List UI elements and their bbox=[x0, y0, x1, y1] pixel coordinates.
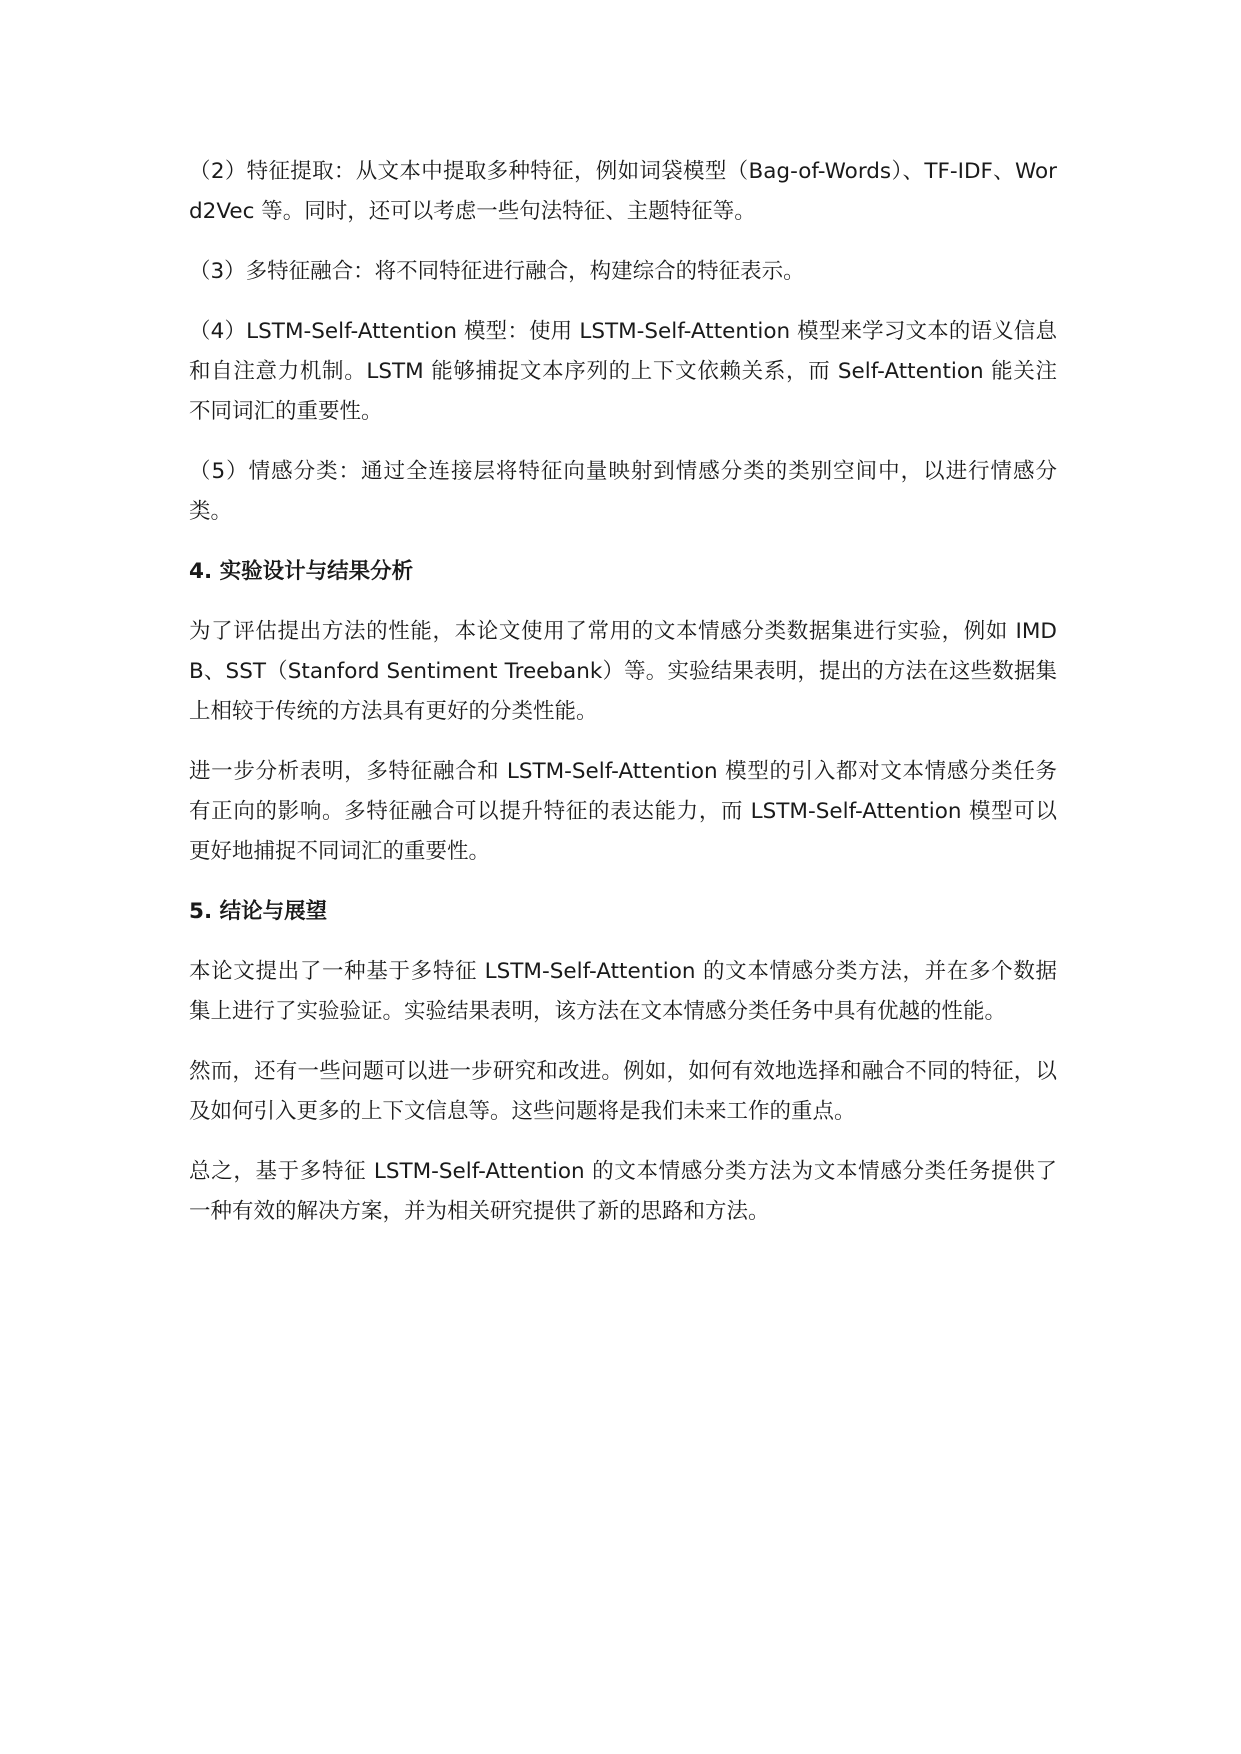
paragraph-lstm-model: （4）LSTM-Self-Attention 模型：使用 LSTM-Self-Attention 模型来学习文本的语义信息和自注意力机制。LSTM 能够捕捉文本序列的上下文依赖关系，而 Self-Attention 能关注不同词汇的重要性。 bbox=[189, 319, 1057, 424]
paragraph-conclusion: 本论文提出了一种基于多特征 LSTM-Self-Attention 的文本情感分类方法，并在多个数据集上进行了实验验证。实验结果表明，该方法在文本情感分类任务中具有优越的性能。 bbox=[189, 959, 1057, 1024]
section-heading-experiments: 4. 实验设计与结果分析 bbox=[189, 559, 414, 584]
paragraph-sentiment-classification: （5）情感分类：通过全连接层将特征向量映射到情感分类的类别空间中，以进行情感分类。 bbox=[189, 459, 1057, 524]
paragraph-feature-fusion: （3）多特征融合：将不同特征进行融合，构建综合的特征表示。 bbox=[189, 259, 805, 284]
paragraph-future-work: 然而，还有一些问题可以进一步研究和改进。例如，如何有效地选择和融合不同的特征，以及如何引入更多的上下文信息等。这些问题将是我们未来工作的重点。 bbox=[189, 1059, 1057, 1124]
paragraph-summary: 总之，基于多特征 LSTM-Self-Attention 的文本情感分类方法为文本情感分类任务提供了一种有效的解决方案，并为相关研究提供了新的思路和方法。 bbox=[189, 1159, 1057, 1224]
section-heading-conclusion: 5. 结论与展望 bbox=[189, 899, 328, 924]
paragraph-feature-extraction: （2）特征提取：从文本中提取多种特征，例如词袋模型（Bag-of-Words）、TF-IDF、Word2Vec 等。同时，还可以考虑一些句法特征、主题特征等。 bbox=[189, 159, 1057, 224]
document-page bbox=[189, 152, 1057, 1252]
paragraph-experiment-analysis: 进一步分析表明，多特征融合和 LSTM-Self-Attention 模型的引入都对文本情感分类任务有正向的影响。多特征融合可以提升特征的表达能力，而 LSTM-Self-Attention 模型可以更好地捕捉不同词汇的重要性。 bbox=[189, 759, 1057, 864]
paragraph-experiment-setup: 为了评估提出方法的性能，本论文使用了常用的文本情感分类数据集进行实验，例如 IMDB、SST（Stanford Sentiment Treebank）等。实验结果表明，提出的方法在这些数据集上相较于传统的方法具有更好的分类性能。 bbox=[189, 619, 1057, 724]
